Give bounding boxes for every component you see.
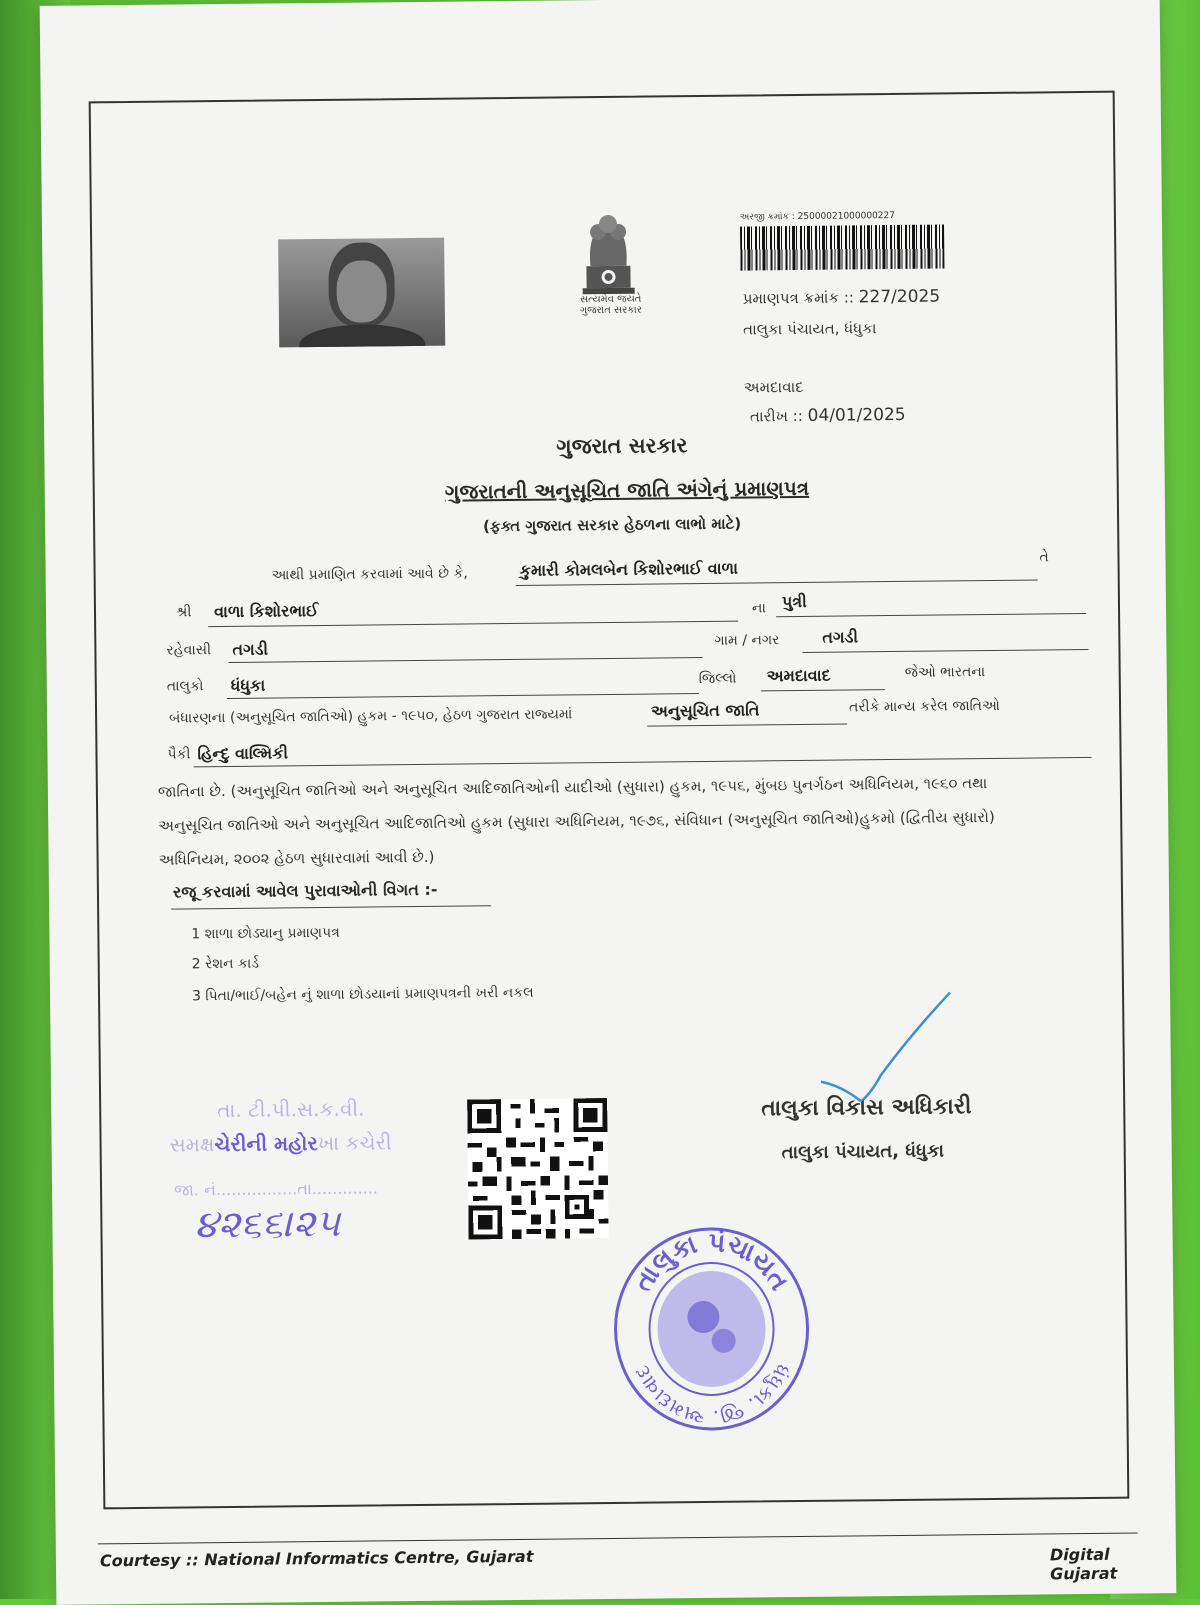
recognized-text: તરીકે માન્ય કરેલ જાતિઓ [848, 697, 1000, 716]
issue-date: 04/01/2025 [807, 404, 906, 426]
office-stamp-line-1: તા. ટી.પી.સ.ક.વી. [217, 1096, 365, 1123]
office-stamp-part-a: સમક્ષ [169, 1132, 215, 1157]
shri-label: શ્રી [175, 604, 192, 621]
taluka-underline [227, 693, 699, 699]
signatory-office: તાલુકા પંચાયત, ધંધુકા [781, 1140, 945, 1164]
documents-underline [171, 905, 491, 909]
that-label: તે [1039, 549, 1049, 566]
issue-date-line [750, 405, 906, 427]
document-item: 3 પિતા/ભાઈ/બહેન નું શાળા છોડયાનાં પ્રમાણપત્રની ખરી નકલ [191, 984, 534, 1005]
footer-digital-gujarat: Digital Gujarat [1049, 1544, 1118, 1584]
signatory-title: તાલુકા વિકાસ અધિકારી [761, 1094, 972, 1122]
district-label: જિલ્લો [698, 670, 737, 688]
applicant-name: કુમારી કોમલબેન કિશોરભાઈ વાળા [519, 558, 739, 580]
govt-title: ગુજરાત સરકાર [556, 433, 688, 459]
district-value: અમદાવાદ [766, 665, 831, 686]
office-stamp-line-3: જા. નં................તા............. [173, 1178, 379, 1200]
footer-courtesy: Courtesy :: National Informatics Centre, Gujarat [99, 1546, 534, 1571]
legal-paragraph [158, 764, 1159, 876]
application-number: અરજી ક્રમાંક : 25000021000000227 [739, 210, 896, 223]
handwritten-number: ૪૨૬૬।૨૫ [194, 1200, 341, 1247]
document-item: 1 શાળા છોડ્યાનુ પ્રમાણપત્ર [191, 924, 340, 943]
qr-code [467, 1098, 608, 1239]
taluka-label: તાલુકો [166, 678, 204, 695]
caste-value: હિન્દુ વાલ્મિકી [197, 743, 289, 764]
paragraph-line-3: અધિનિયમ, ૨૦૦૨ હેઠળ સુધારવામાં આવી છે.) [158, 847, 435, 869]
resident-label: રહેવાસી [166, 642, 212, 659]
certificate-number-line [743, 286, 941, 308]
certificate-number: 227/2025 [858, 286, 941, 308]
document-item: 2 રેશન કાર્ડ [191, 955, 260, 973]
emblem-caption [563, 293, 659, 316]
certificate-title: ગુજરાતની અનુસૂચિત જાતિ અંગેનું પ્રમાણપત્ર [444, 475, 810, 504]
category-value: અનુસૂચિત જાતિ [650, 700, 760, 721]
emblem-motto: સત્યમેવ જયતે [580, 293, 642, 306]
village-label: ગામ / નગર [714, 632, 780, 649]
relation: પુત્રી [781, 591, 807, 612]
na-label: ના [751, 600, 766, 617]
resident-underline [229, 657, 703, 663]
among-label: પૈકી [167, 746, 191, 763]
emblem-govt: ગુજરાત સરકાર [579, 304, 642, 317]
office-stamp-part-c: ખા કચેરી [317, 1130, 392, 1156]
panchayat-seal-icon [610, 1220, 812, 1432]
category-underline [647, 723, 847, 726]
issuing-office: તાલુકા પંચાયત, ધંધુકા [742, 319, 877, 339]
village-value: તગડી [822, 627, 859, 647]
paragraph-line-1: જાતિના છે. (અનુસૂચિત જાતિઓ અને અનુસૂચિત આદિજાતિઓની યાદીઓ (સુધારા) હુકમ, ૧૯૫૬, મુંબઇ પુનર્ગઠન અધિનિયમ, ૧૯૬૦ તથા [157, 774, 988, 801]
constitution-pre: જેઓ ભારતના [904, 664, 986, 681]
documents-title: રજૂ કરવામાં આવેલ પુરાવાઓની વિગત :- [172, 879, 438, 902]
office-stamp-line-2 [169, 1130, 391, 1156]
footer-divider [98, 1532, 1138, 1544]
village-underline [802, 649, 1088, 653]
certificate-number-label: પ્રમાણપત્ર ક્રમાંક :: [742, 288, 859, 308]
certificate-frame [89, 91, 1130, 1584]
issuing-city: અમદાવાદ [743, 377, 804, 397]
seal-bottom-text: ધંધુકા. જી. અમદાવાદ [629, 1360, 795, 1431]
certificate-paper [40, 0, 1177, 1605]
issue-date-label: તારીખ :: [749, 406, 808, 426]
father-name: વાળા કિશોરભાઈ [213, 601, 319, 622]
father-underline [208, 621, 738, 628]
certify-text: આથી પ્રમાણિત કરવામાં આવે છે કે, [271, 565, 468, 584]
relation-underline [776, 613, 1086, 617]
certificate-scope: (ફક્ત ગુજરાત સરકાર હેઠળના લાભો માટે) [483, 514, 742, 536]
district-underline [761, 689, 885, 691]
national-emblem-icon [568, 208, 649, 305]
office-stamp-part-b: ચેરીની મહોર [214, 1131, 318, 1157]
barcode [740, 224, 944, 270]
seal-top-text: તાલુકા પંચાયત [628, 1227, 795, 1297]
constitution-text: બંધારણના (અનુસૂચિત જાતિઓ) હુકમ - ૧૯૫૦, હેઠળ ગુજરાત રાજ્યમાં [169, 706, 573, 727]
taluka-value: ધંધુકા [230, 675, 266, 695]
name-underline [516, 579, 1038, 585]
resident-value: તગડી [232, 639, 269, 659]
paragraph-line-2: અનુસૂચિત જાતિઓ અને અનુસૂચિત આદિજાતિઓ હુકમ (સુધારા અધિનિયમ, ૧૯૭૬, સંવિધાન (અનુસૂચિત જાતિઓ)હુકમો (દ્વિતીય સુધારો) [158, 807, 995, 835]
applicant-photo [278, 238, 445, 348]
